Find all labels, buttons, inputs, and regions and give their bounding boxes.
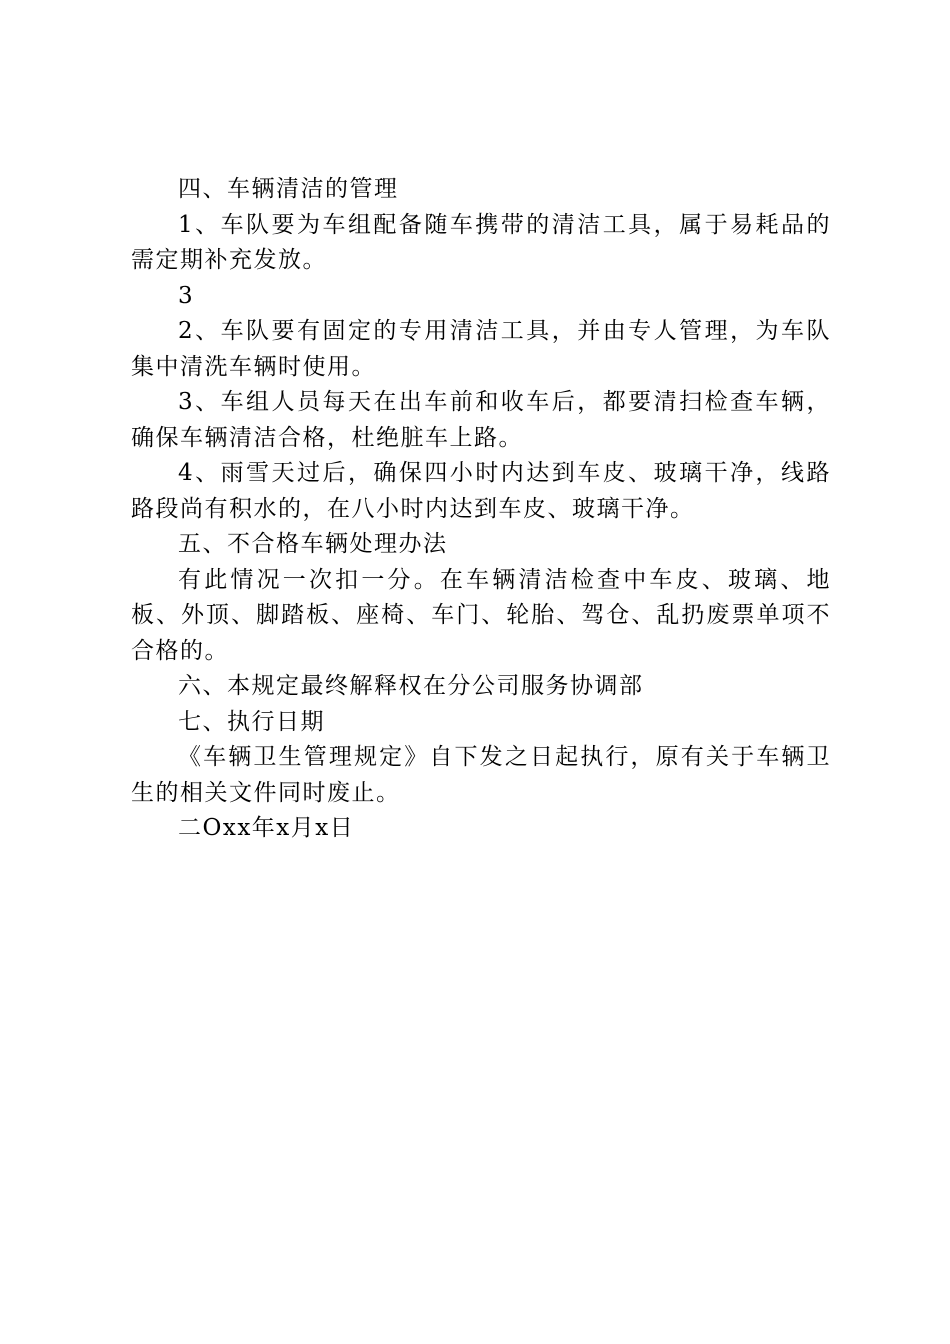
paragraph-item-3: 3、车组人员每天在出车前和收车后，都要清扫检查车辆，确保车辆清洁合格，杜绝脏车上路。 bbox=[131, 389, 831, 451]
paragraph-effective: 《车辆卫生管理规定》自下发之日起执行，原有关于车辆卫生的相关文件同时废止。 bbox=[131, 744, 831, 806]
section-heading-interpretation: 六、本规定最终解释权在分公司服务协调部 bbox=[178, 673, 644, 699]
section-heading-effective-date: 七、执行日期 bbox=[178, 708, 325, 735]
section-heading-cleaning: 四、车辆清洁的管理 bbox=[178, 176, 399, 202]
paragraph-penalty: 有此情况一次扣一分。在车辆清洁检查中车皮、玻璃、地板、外顶、脚踏板、座椅、车门、轮胎、驾仓、乱扔废票单项不合格的。 bbox=[131, 566, 831, 664]
paragraph-item-4: 4、雨雪天过后，确保四小时内达到车皮、玻璃干净，线路路段尚有积水的，在八小时内达到车皮、玻璃干净。 bbox=[131, 460, 831, 522]
paragraph-item-2: 2、车队要有固定的专用清洁工具，并由专人管理，为车队集中清洗车辆时使用。 bbox=[131, 318, 831, 380]
paragraph-item-1: 1、车队要为车组配备随车携带的清洁工具，属于易耗品的需定期补充发放。 bbox=[131, 211, 831, 273]
document-body bbox=[131, 172, 831, 847]
page-number: 3 bbox=[178, 282, 195, 309]
section-heading-unqualified: 五、不合格车辆处理办法 bbox=[178, 531, 448, 557]
document-date: 二Oxx年x月x日 bbox=[178, 815, 355, 841]
